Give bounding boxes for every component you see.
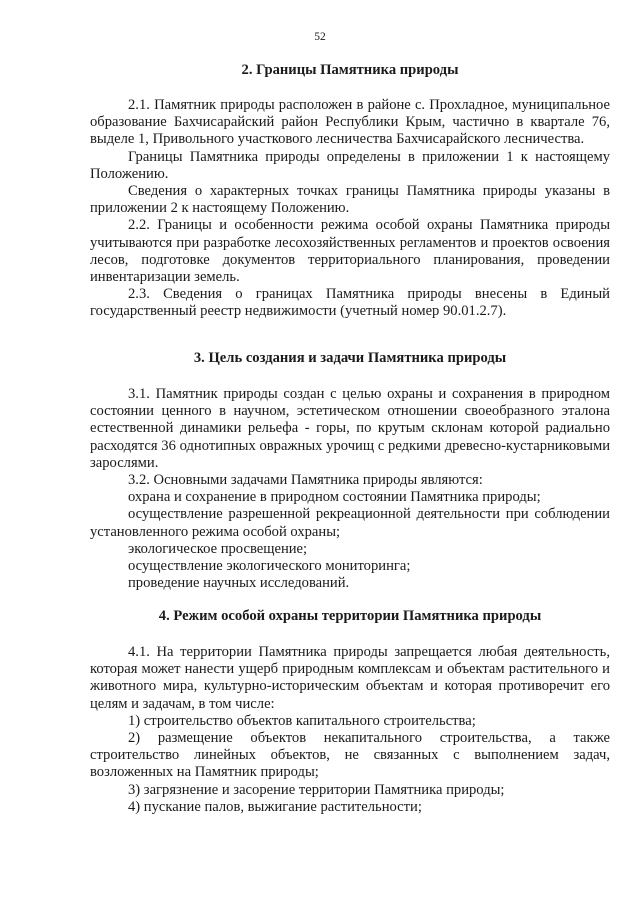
paragraph-3-2: 3.2. Основными задачами Памятника природы являются: xyxy=(128,472,483,489)
section-4-title: 4. Режим особой охраны территории Памятника природы xyxy=(158,608,542,624)
section-4-body xyxy=(90,644,610,816)
paragraph-4-1: 4.1. На территории Памятника природы запрещается любая деятельность, которая может нанести ущерб природным комплексам и объектам растительного и животного мира, культурно-историческим объектам и которая противоречит его целям и задачам, в том числе: xyxy=(90,644,610,712)
task-item: осуществление разрешенной рекреационной деятельности при соблюдении установленного режима особой охраны; xyxy=(90,506,610,540)
section-2 xyxy=(90,62,610,79)
task-item: осуществление экологического мониторинга; xyxy=(128,558,411,575)
task-item: экологическое просвещение; xyxy=(128,540,308,557)
paragraph-3-1: 3.1. Памятник природы создан с целью охраны и сохранения в природном состоянии ценного в научном, эстетическом отношении своеобразного эталона естественной динамики рельефа - горы, по крутым склонам которой радиально расходятся 36 однотипных овражных урочищ с редкими древесно-кустарниковыми зарослями. xyxy=(90,386,610,471)
task-item: проведение научных исследований. xyxy=(128,575,350,592)
prohibition-item: 3) загрязнение и засорение территории Памятника природы; xyxy=(128,781,505,798)
paragraph-2-2: 2.2. Границы и особенности режима особой охраны Памятника природы учитываются при разработке лесохозяйственных регламентов и проектов освоения лесов, подготовке документов территориального планирования, проведении инвентаризации земель. xyxy=(90,217,610,286)
paragraph-2-1-boundaries: Границы Памятника природы определены в приложении 1 к настоящему Положению. xyxy=(90,148,610,182)
paragraph-2-1: 2.1. Памятник природы расположен в районе с. Прохладное, муниципальное образование Бахчисарайский район Республики Крым, частично в квартале 76, выделе 1, Привольного участкового лесничества Бахчисарайского лесничества. xyxy=(90,97,610,148)
paragraph-2-1-points: Сведения о характерных точках границы Памятника природы указаны в приложении 2 к настоящему Положению. xyxy=(90,183,610,217)
section-2-title: 2. Границы Памятника природы xyxy=(241,62,459,78)
section-2-body xyxy=(90,97,610,321)
prohibition-item: 4) пускание палов, выжигание растительности; xyxy=(128,798,422,815)
section-3-body xyxy=(90,386,610,592)
prohibition-item: 2) размещение объектов некапитального строительства, а также строительство линейных объектов, не связанных с выполнением задач, возложенных на Памятник природы; xyxy=(90,730,610,781)
prohibition-item: 1) строительство объектов капитального строительства; xyxy=(128,712,476,729)
section-3 xyxy=(90,350,610,367)
section-3-title: 3. Цель создания и задачи Памятника природы xyxy=(193,350,507,366)
task-item: охрана и сохранение в природном состоянии Памятника природы; xyxy=(128,489,541,506)
page-number: 52 xyxy=(314,31,326,43)
section-4 xyxy=(90,608,610,625)
paragraph-2-3: 2.3. Сведения о границах Памятника природы внесены в Единый государственный реестр недвижимости (учетный номер 90.01.2.7). xyxy=(90,286,610,320)
